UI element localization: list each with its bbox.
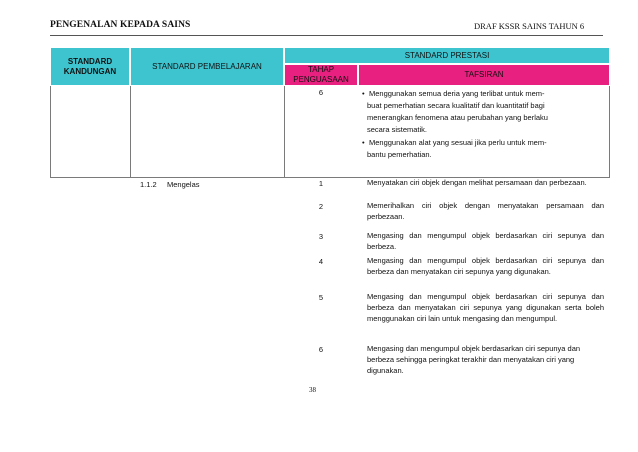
header-tahap-penguasaan-label: TAHAP PENGUASAAN: [293, 65, 349, 84]
draft-label: DRAF KSSR SAINS TAHUN 6: [474, 21, 585, 31]
level-description: Memerihalkan ciri objek dengan menyatakan persamaan dan perbezaan.: [367, 201, 604, 221]
level-number: 1: [318, 179, 324, 188]
bullet-icon: •: [362, 89, 365, 98]
document-title: PENGENALAN KEPADA SAINS: [50, 20, 191, 30]
header-standard-kandungan: [50, 47, 130, 86]
header-standard-prestasi: [284, 47, 610, 64]
level-number: 3: [318, 232, 324, 241]
header-tafsiran: [358, 64, 610, 86]
table-divider-2: [284, 86, 285, 178]
table-divider-1: [130, 86, 131, 178]
level-number: 5: [318, 293, 324, 302]
level-description: Menyatakan ciri objek dengan melihat persamaan dan perbezaan.: [367, 178, 587, 187]
bullet2-line1: Menggunakan alat yang sesuai jika perlu untuk mem-: [369, 138, 547, 147]
bullet1-line4: secara sistematik.: [367, 125, 428, 134]
level-description: Mengasing dan mengumpul objek berdasarkan ciri sepunya dan berbeza.: [367, 231, 604, 251]
row1-tahap: 6: [318, 88, 324, 97]
table-border-right: [609, 86, 610, 178]
bullet1-line1: Menggunakan semua deria yang terlibat untuk mem-: [369, 89, 545, 98]
level-number: 2: [318, 202, 324, 211]
level-description: Mengasing dan mengumpul objek berdasarkan ciri sepunya dan berbeza sehingga peringkat terakhir dan menyatakan ciri yang digunakan.: [367, 344, 581, 375]
pembelajaran-code: 1.1.2: [140, 180, 157, 189]
header-standard-pembelajaran: [130, 47, 284, 86]
header-standard-pembelajaran-label: STANDARD PEMBELAJARAN: [152, 61, 262, 71]
bullet2-line2: bantu pemerhatian.: [367, 150, 432, 159]
bullet1-line2: buat pemerhatian secara kualitatif dan kuantitatif bagi: [367, 101, 545, 110]
pembelajaran-text: Mengelas: [167, 180, 200, 189]
level-description: Mengasing dan mengumpul objek berdasarkan ciri sepunya dan berbeza dan menyatakan ciri sepunya yang digunakan serta boleh menggunakan ciri lain untuk mengasing dan mengumpul.: [367, 292, 604, 323]
header-tahap-penguasaan: [284, 64, 358, 86]
header-rule: [50, 35, 603, 36]
table-border-left: [50, 86, 51, 178]
level-number: 6: [318, 345, 324, 354]
bullet1-line3: menerangkan fenomena atau perubahan yang berlaku: [367, 113, 548, 122]
level-description: Mengasing dan mengumpul objek berdasarkan ciri sepunya dan berbeza dan menyatakan ciri sepunya yang digunakan.: [367, 256, 604, 276]
header-standard-kandungan-label: STANDARD KANDUNGAN: [63, 56, 117, 76]
page-number: 38: [309, 386, 316, 394]
bullet-icon: •: [362, 138, 365, 147]
header-tafsiran-label: TAFSIRAN: [464, 70, 504, 79]
header-standard-prestasi-label: STANDARD PRESTASI: [404, 50, 490, 60]
level-number: 4: [318, 257, 324, 266]
